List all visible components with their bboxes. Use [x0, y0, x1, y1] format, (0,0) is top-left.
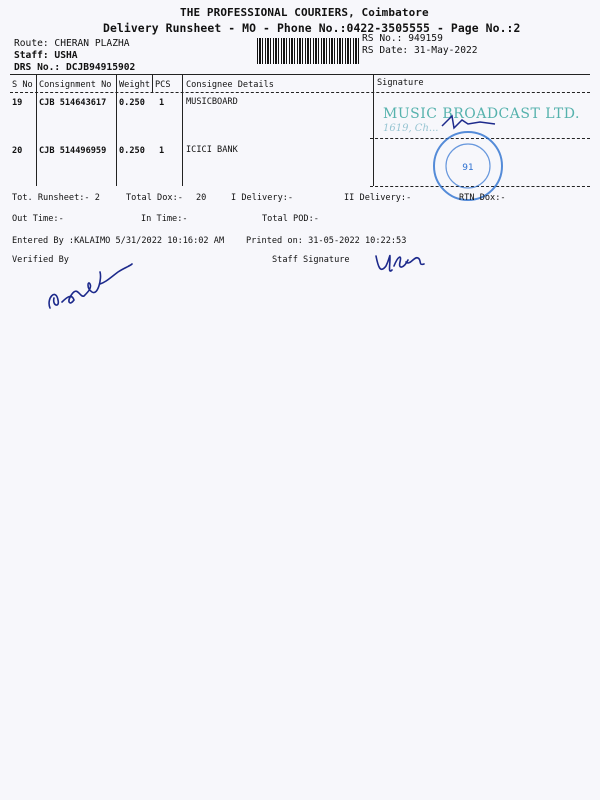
col-divider — [152, 74, 153, 92]
rtn-dox: RTN Dox:- — [459, 193, 506, 203]
i-delivery: I Delivery:- — [231, 193, 294, 203]
ii-delivery: II Delivery:- — [344, 193, 412, 203]
row-weight: 0.250 — [119, 146, 145, 156]
col-header-pcs: PCS — [155, 80, 171, 90]
col-header-consignment: Consignment No — [39, 80, 112, 90]
staff-signature-label: Staff Signature — [272, 255, 350, 265]
company-stamp-address: 1619, Ch... — [383, 123, 439, 134]
row-sno: 20 — [12, 146, 23, 156]
company-title: THE PROFESSIONAL COURIERS, Coimbatore — [180, 6, 429, 19]
total-pod: Total POD:- — [262, 214, 319, 224]
company-stamp: MUSIC BROADCAST LTD. — [383, 106, 580, 122]
table-top-rule — [10, 74, 590, 75]
col-header-sno: S No — [12, 80, 33, 90]
runsheet-subtitle: Delivery Runsheet - MO - Phone No.:0422-3505555 - Page No.:2 — [103, 21, 521, 35]
col-divider — [116, 74, 117, 186]
verifier-signature-icon — [44, 258, 134, 316]
row-weight: 0.250 — [119, 98, 145, 108]
total-runsheet: Tot. Runsheet:- 2 — [12, 193, 100, 203]
rs-number: RS No.: 949159 — [362, 33, 443, 44]
svg-text:91: 91 — [462, 163, 474, 173]
printed-on: Printed on: 31-05-2022 10:22:53 — [246, 236, 407, 246]
total-dox-value: 20 — [196, 193, 207, 203]
verified-by-label: Verified By — [12, 255, 69, 265]
barcode — [257, 38, 359, 64]
col-divider — [182, 74, 183, 186]
row-consignment: CJB 514643617 — [39, 98, 107, 108]
row-consignment: CJB 514496959 — [39, 146, 107, 156]
in-time: In Time:- — [141, 214, 188, 224]
col-divider — [373, 74, 374, 186]
signature-scribble-icon — [440, 112, 500, 134]
row-pcs: 1 — [159, 98, 165, 108]
row-sno: 19 — [12, 98, 23, 108]
out-time: Out Time:- — [12, 214, 64, 224]
col-header-weight: Weight — [119, 80, 151, 90]
row-consignee: MUSICBOARD — [186, 97, 238, 107]
header-bottom-rule — [10, 92, 590, 93]
col-header-signature: Signature — [377, 78, 424, 88]
route-label: Route: CHERAN PLAZHA — [14, 38, 130, 49]
drs-number: DRS No.: DCJB94915902 — [14, 62, 136, 73]
row-consignee: ICICI BANK — [186, 145, 238, 155]
total-dox-label: Total Dox:- — [126, 193, 183, 203]
staff-label: Staff: USHA — [14, 50, 78, 61]
entered-by: Entered By :KALAIMO 5/31/2022 10:16:02 AM — [12, 236, 225, 246]
staff-signature-icon — [372, 246, 432, 278]
rs-date: RS Date: 31-May-2022 — [362, 45, 478, 56]
col-divider — [36, 74, 37, 186]
col-header-consignee: Consignee Details — [186, 80, 274, 90]
row-pcs: 1 — [159, 146, 165, 156]
